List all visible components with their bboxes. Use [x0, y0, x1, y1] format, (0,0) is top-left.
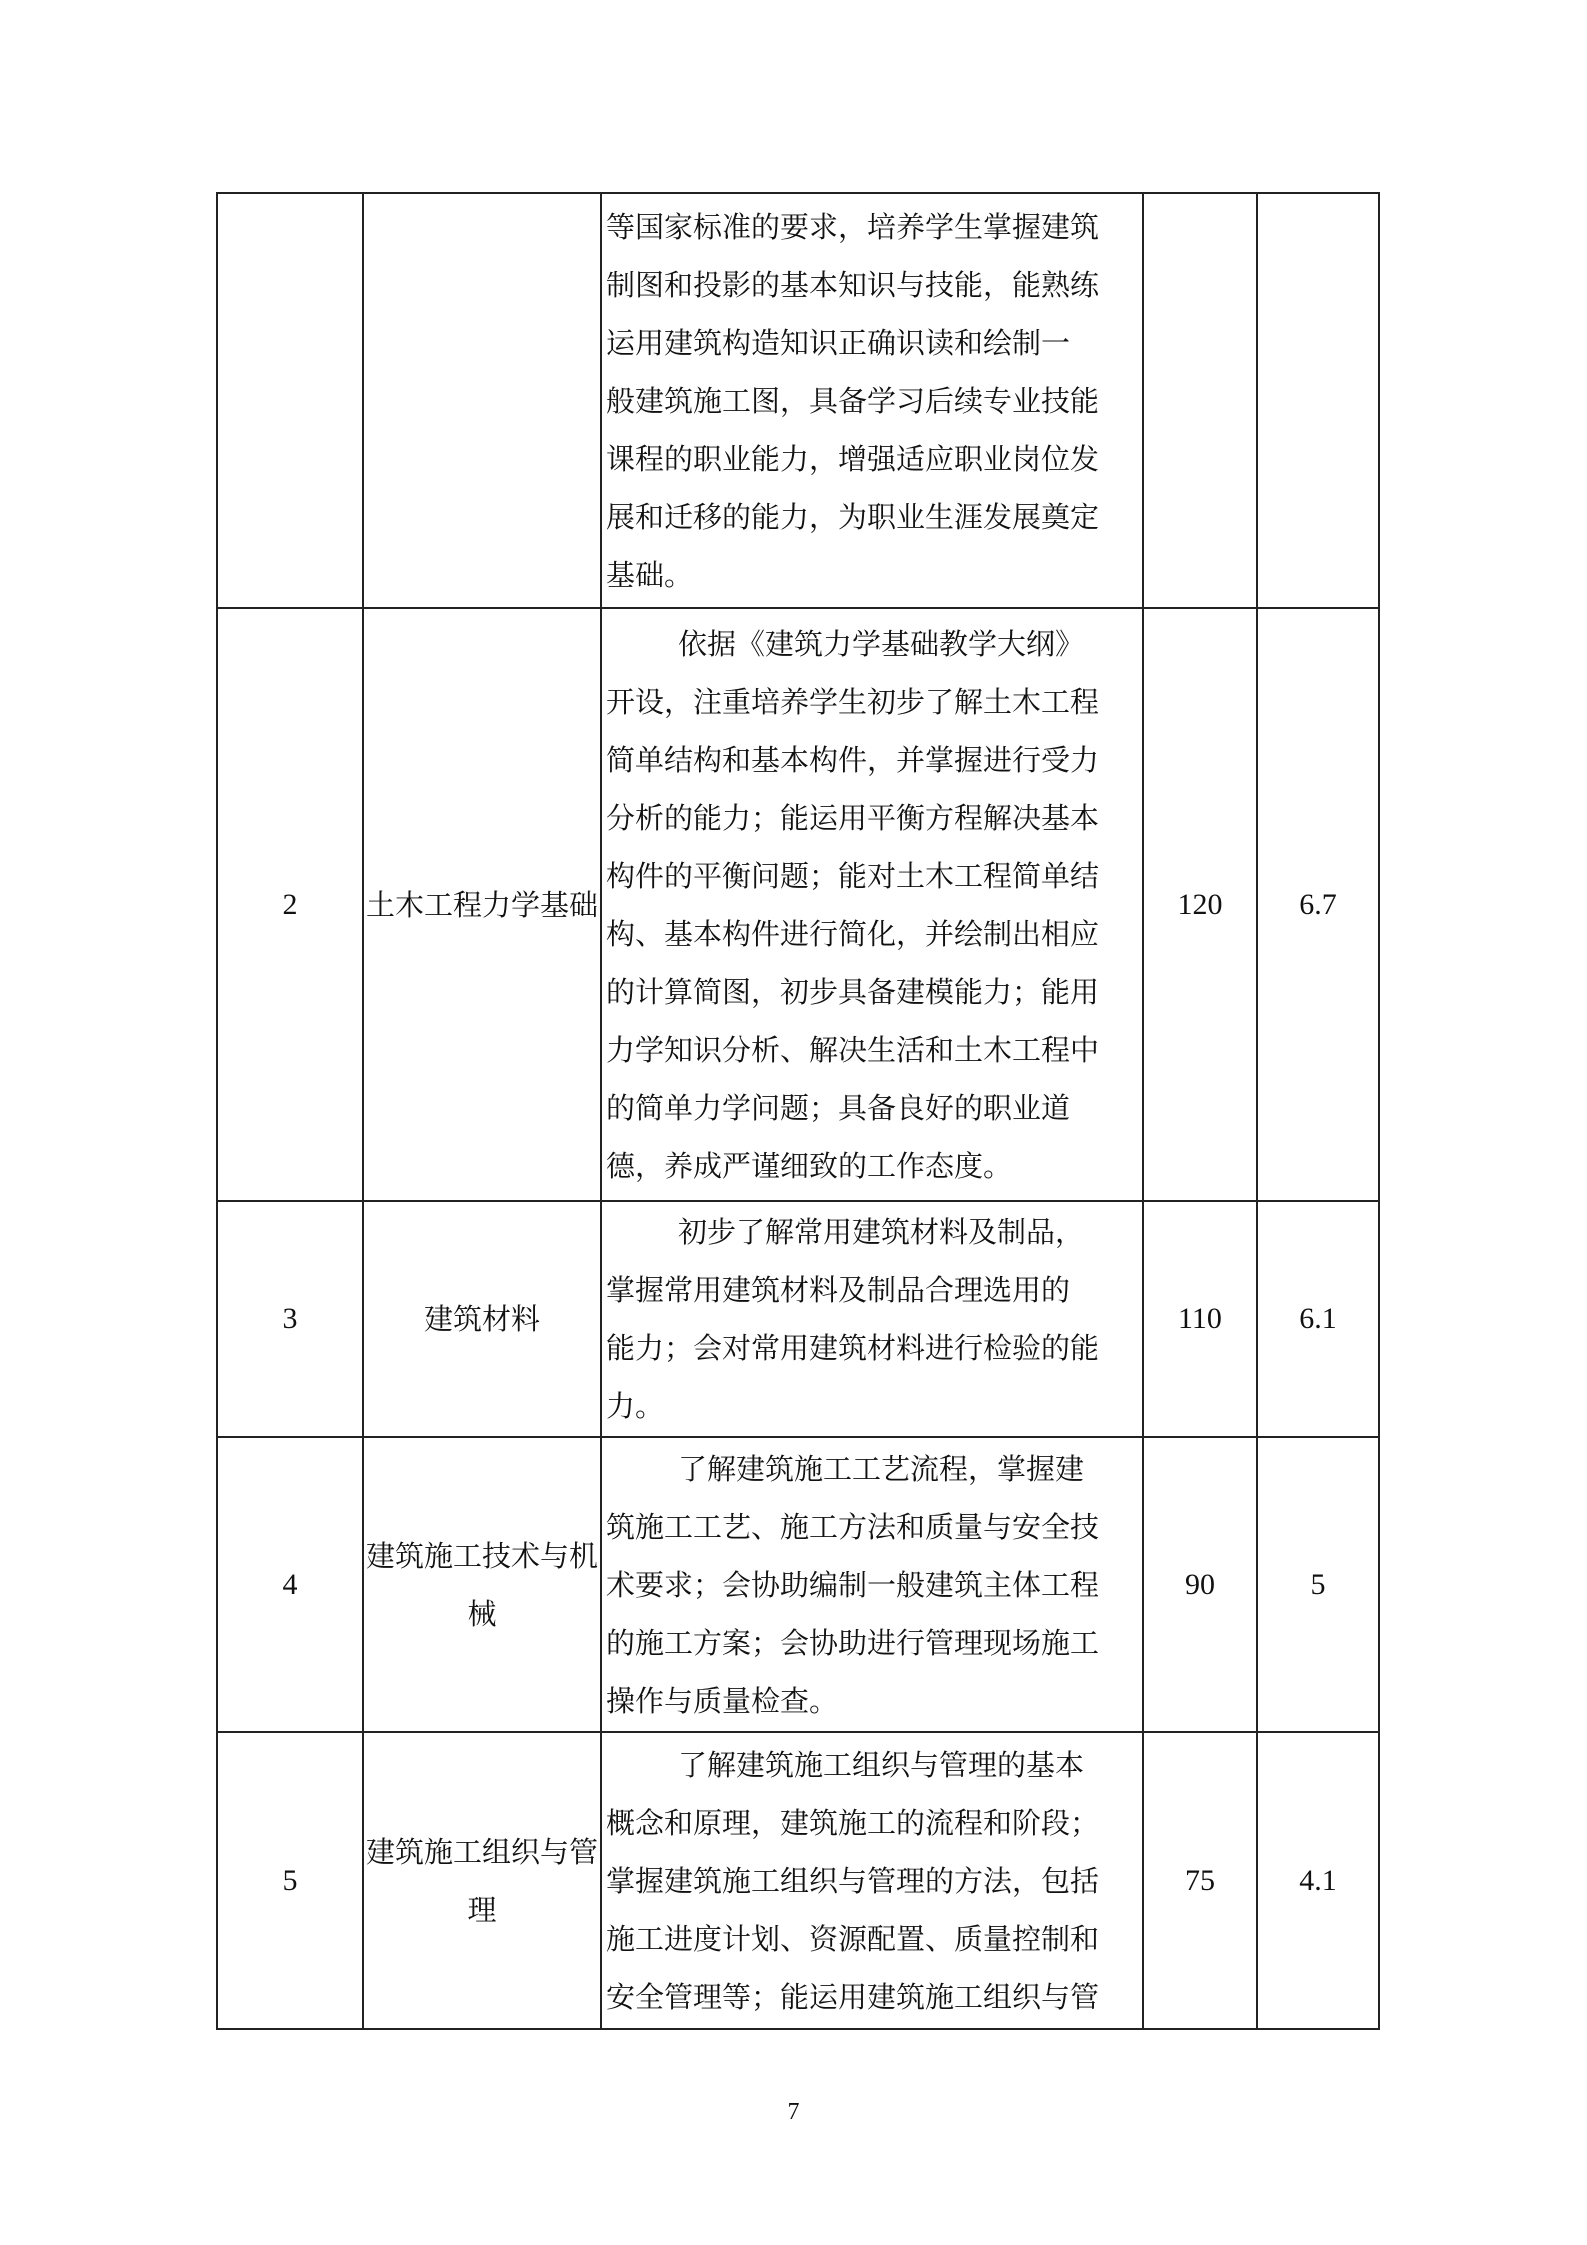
desc-line: 的计算简图，初步具备建模能力；能用: [606, 974, 1100, 1009]
desc-line: 力学知识分析、解决生活和土木工程中: [606, 1032, 1100, 1067]
row-number: 4: [217, 1437, 363, 1732]
desc-line: 开设，注重培养学生初步了解土木工程: [606, 684, 1100, 719]
desc-line: 初步了解常用建筑材料及制品，: [678, 1215, 1085, 1249]
desc-line: 概念和原理，建筑施工的流程和阶段；: [606, 1805, 1100, 1840]
desc-line: 操作与质量检查。: [606, 1683, 839, 1718]
course-percent: 4.1: [1257, 1732, 1379, 2029]
desc-line: 运用建筑构造知识正确识读和绘制一: [606, 325, 1071, 360]
course-table: [216, 192, 1380, 2030]
course-hours: [1143, 193, 1257, 608]
desc-line: 构件的平衡问题；能对土木工程简单结: [606, 858, 1100, 893]
desc-line: 德，养成严谨细致的工作态度。: [606, 1148, 1013, 1183]
desc-line: 了解建筑施工组织与管理的基本: [678, 1747, 1085, 1782]
table-row: [217, 1437, 1379, 1732]
course-hours: 110: [1143, 1201, 1257, 1437]
row-number: [217, 193, 363, 608]
desc-line: 了解建筑施工工艺流程，掌握建: [678, 1451, 1085, 1486]
table-row: [217, 1201, 1379, 1437]
desc-line: 掌握常用建筑材料及制品合理选用的: [606, 1273, 1071, 1307]
desc-line: 等国家标准的要求，培养学生掌握建筑: [606, 209, 1100, 244]
desc-line: 展和迁移的能力，为职业生涯发展奠定: [606, 499, 1100, 534]
desc-line: 术要求；会协助编制一般建筑主体工程: [606, 1567, 1100, 1602]
course-name: 建筑材料: [363, 1201, 601, 1437]
desc-line: 制图和投影的基本知识与技能，能熟练: [606, 267, 1100, 302]
table-row: [217, 608, 1379, 1201]
table-row: [217, 1732, 1379, 2029]
desc-line: 依据《建筑力学基础教学大纲》: [678, 626, 1085, 661]
desc-line: 安全管理等；能运用建筑施工组织与管: [606, 1979, 1100, 2014]
course-description: [601, 608, 1143, 1201]
course-percent: [1257, 193, 1379, 608]
row-number: 5: [217, 1732, 363, 2029]
desc-line: 般建筑施工图，具备学习后续专业技能: [606, 383, 1100, 418]
page-number: 7: [787, 2099, 800, 2125]
course-percent: 5: [1257, 1437, 1379, 1732]
course-description: [601, 1201, 1143, 1437]
table-row: [217, 193, 1379, 608]
desc-line: 的简单力学问题；具备良好的职业道: [606, 1090, 1071, 1125]
row-number: 2: [217, 608, 363, 1201]
course-hours: 120: [1143, 608, 1257, 1201]
course-percent: 6.1: [1257, 1201, 1379, 1437]
course-description: [601, 193, 1143, 608]
course-name: [363, 193, 601, 608]
desc-line: 基础。: [606, 557, 694, 592]
desc-line: 施工进度计划、资源配置、质量控制和: [606, 1921, 1100, 1956]
desc-line: 课程的职业能力，增强适应职业岗位发: [606, 441, 1100, 476]
desc-line: 分析的能力；能运用平衡方程解决基本: [606, 800, 1100, 835]
course-hours: 90: [1143, 1437, 1257, 1732]
desc-line: 筑施工工艺、施工方法和质量与安全技: [606, 1509, 1100, 1544]
desc-line: 构、基本构件进行简化，并绘制出相应: [606, 916, 1100, 951]
course-description: [601, 1437, 1143, 1732]
desc-line: 掌握建筑施工组织与管理的方法，包括: [606, 1863, 1100, 1898]
course-name: 建筑施工组织与管理: [363, 1732, 601, 2029]
course-percent: 6.7: [1257, 608, 1379, 1201]
desc-line: 能力；会对常用建筑材料进行检验的能: [606, 1331, 1100, 1365]
course-name: 建筑施工技术与机械: [363, 1437, 601, 1732]
course-hours: 75: [1143, 1732, 1257, 2029]
desc-line: 的施工方案；会协助进行管理现场施工: [606, 1625, 1100, 1660]
course-name: 土木工程力学基础: [363, 608, 601, 1201]
desc-line: 简单结构和基本构件，并掌握进行受力: [606, 742, 1100, 777]
row-number: 3: [217, 1201, 363, 1437]
course-description: [601, 1732, 1143, 2029]
desc-line: 力。: [606, 1389, 665, 1423]
